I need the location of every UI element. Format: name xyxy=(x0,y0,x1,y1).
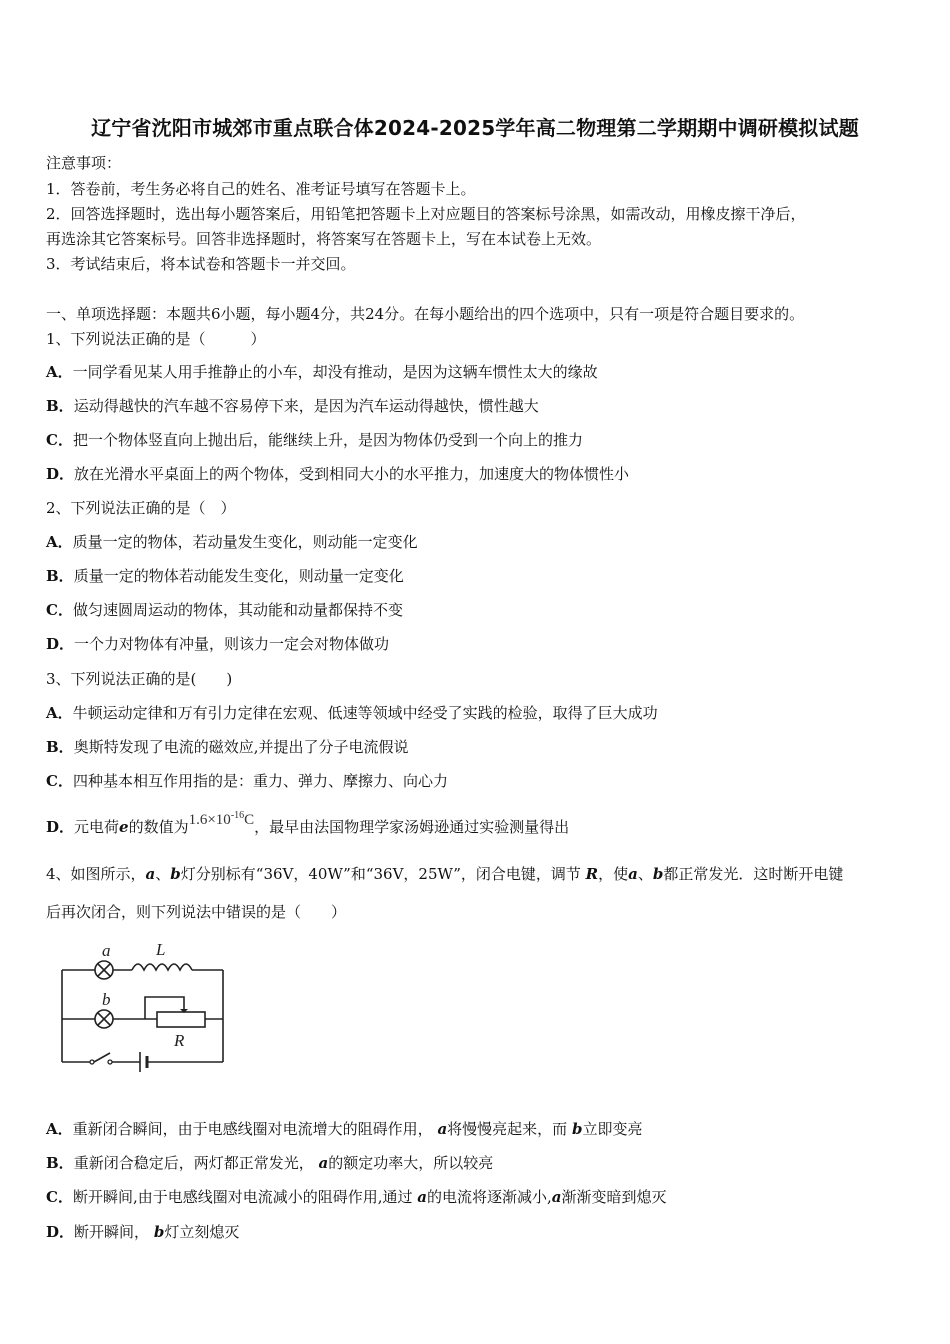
notice-item: 再选涂其它答案标号。回答非选择题时，将答案写在答题卡上，写在本试卷上无效。 xyxy=(46,230,602,248)
option-text: 断开瞬间， xyxy=(74,1223,150,1241)
option-label: A． xyxy=(46,533,73,551)
question-4-stem xyxy=(46,863,843,884)
switch-contact xyxy=(90,1060,94,1064)
q3-option-d xyxy=(46,810,570,837)
q4-option-c xyxy=(46,1186,667,1207)
option-label: C． xyxy=(46,601,73,619)
option-label: D． xyxy=(46,635,75,653)
math-variable: b xyxy=(170,865,181,883)
stem-text: 都正常发光．这时断开电键 xyxy=(663,865,844,883)
q4-option-d xyxy=(46,1221,239,1242)
option-label: A． xyxy=(46,1120,73,1138)
sci-unit: C xyxy=(244,812,255,828)
math-variable: e xyxy=(119,818,129,836)
option-label: B． xyxy=(46,567,74,585)
label-rheostat: R xyxy=(174,1031,185,1050)
option-label: B． xyxy=(46,738,74,756)
q4-option-b xyxy=(46,1152,493,1173)
notice-item: 1．答卷前，考生务必将自己的姓名、准考证号填写在答题卡上。 xyxy=(46,180,476,198)
notice-item: 3．考试结束后，将本试卷和答题卡一并交回。 xyxy=(46,255,356,273)
rheostat-icon xyxy=(157,1012,205,1027)
option-text: 一个力对物体有冲量，则该力一定会对物体做功 xyxy=(74,635,390,653)
q2-option-d xyxy=(46,633,389,654)
math-variable: a xyxy=(417,1188,428,1206)
option-label: B． xyxy=(46,1154,74,1172)
math-variable: a xyxy=(551,1188,562,1206)
label-lamp-a: a xyxy=(102,941,111,960)
q1-option-a xyxy=(46,361,598,382)
option-text: 奥斯特发现了电流的磁效应,并提出了分子电流假说 xyxy=(73,738,409,756)
option-text: 灯立刻熄灭 xyxy=(164,1223,240,1241)
option-text: 一同学看见某人用手推静止的小车，却没有推动，是因为这辆车惯性太大的缘故 xyxy=(72,363,598,381)
question-1-stem: 1、下列说法正确的是（ ） xyxy=(46,330,266,348)
q1-option-b xyxy=(46,395,539,416)
notice-heading: 注意事项： xyxy=(46,154,122,172)
math-variable: b xyxy=(571,1120,583,1138)
inductor-coil-icon xyxy=(132,964,192,970)
question-3-stem: 3、下列说法正确的是( ) xyxy=(46,670,233,688)
q1-option-c xyxy=(46,429,583,450)
option-label: A． xyxy=(46,363,73,381)
option-text: 重新闭合瞬间，由于电感线圈对电流增大的阻碍作用， xyxy=(72,1120,433,1138)
option-label: D． xyxy=(46,818,75,836)
option-label: C． xyxy=(46,431,73,449)
option-text: 放在光滑水平桌面上的两个物体，受到相同大小的水平推力，加速度大的物体惯性小 xyxy=(74,465,630,483)
option-text: 立即变亮 xyxy=(582,1120,643,1138)
option-text: 的电流将逐渐减小, xyxy=(427,1188,552,1206)
math-variable: a xyxy=(437,1120,448,1138)
label-lamp-b: b xyxy=(102,990,111,1009)
question-2-stem: 2、下列说法正确的是（ ） xyxy=(46,499,236,517)
sci-mantissa: 1.6×10 xyxy=(188,812,231,828)
option-label: C． xyxy=(46,1188,73,1206)
option-text: 元电荷 xyxy=(74,818,120,836)
q4-option-a xyxy=(46,1118,642,1139)
option-text: 的数值为 xyxy=(128,818,189,836)
option-label: C． xyxy=(46,772,73,790)
math-variable: a xyxy=(145,865,156,883)
exam-title: 辽宁省沈阳市城郊市重点联合体2024-2025学年高二物理第二学期期中调研模拟试题 xyxy=(91,116,859,140)
option-text: 运动得越快的汽车越不容易停下来，是因为汽车运动得越快，惯性越大 xyxy=(73,397,539,415)
option-label: D． xyxy=(46,465,75,483)
q2-option-a xyxy=(46,531,418,552)
q3-option-c xyxy=(46,770,448,791)
switch-icon xyxy=(94,1053,110,1062)
math-variable: b xyxy=(652,865,664,883)
option-text: 牛顿运动定律和万有引力定律在宏观、低速等领域中经受了实践的检验，取得了巨大成功 xyxy=(72,704,658,722)
question-4-stem-cont: 后再次闭合，则下列说法中错误的是（ ） xyxy=(46,903,347,921)
option-label: A． xyxy=(46,704,73,722)
stem-text: 灯分别标有“36V，40W”和“36V，25W”，闭合电键，调节 xyxy=(180,865,581,883)
option-text: 做匀速圆周运动的物体，其动能和动量都保持不变 xyxy=(72,601,403,619)
charge-value xyxy=(189,812,255,828)
option-text: 把一个物体竖直向上抛出后，能继续上升，是因为物体仍受到一个向上的推力 xyxy=(72,431,583,449)
option-text: 质量一定的物体，若动量发生变化，则动能一定变化 xyxy=(72,533,418,551)
notice-item: 2．回答选择题时，选出每小题答案后，用铅笔把答题卡上对应题目的答案标号涂黑，如需改动，用橡皮擦干净后， xyxy=(46,205,806,223)
rheostat-slider xyxy=(145,997,184,1019)
math-variable: a xyxy=(318,1154,329,1172)
option-text: ，最早由法国物理学家汤姆逊通过实验测量得出 xyxy=(254,818,570,836)
q2-option-b xyxy=(46,565,404,586)
stem-text: 、 xyxy=(637,865,653,883)
option-text: 渐渐变暗到熄灭 xyxy=(561,1188,667,1206)
q2-option-c xyxy=(46,599,403,620)
label-inductor: L xyxy=(156,940,166,959)
q1-option-d xyxy=(46,463,629,484)
option-text: 的额定功率大，所以较亮 xyxy=(328,1154,494,1172)
math-variable: R xyxy=(585,865,599,883)
q3-option-b xyxy=(46,736,408,757)
option-text: 四种基本相互作用指的是：重力、弹力、摩擦力、向心力 xyxy=(72,772,448,790)
switch-contact xyxy=(108,1060,112,1064)
math-variable: b xyxy=(153,1223,165,1241)
section-heading: 一、单项选择题：本题共6小题，每小题4分，共24分。在每小题给出的四个选项中，只有一项是符合题目要求的。 xyxy=(46,305,805,323)
option-text: 重新闭合稳定后，两灯都正常发光， xyxy=(73,1154,314,1172)
stem-text: 、 xyxy=(155,865,171,883)
math-variable: a xyxy=(628,865,638,883)
option-text: 质量一定的物体若动能发生变化，则动量一定变化 xyxy=(73,567,404,585)
option-label: D． xyxy=(46,1223,75,1241)
q3-option-a xyxy=(46,702,658,723)
sci-exponent: -16 xyxy=(230,810,245,821)
stem-text: ，使 xyxy=(598,865,629,883)
option-text: 将慢慢亮起来，而 xyxy=(447,1120,568,1138)
stem-text: 4、如图所示， xyxy=(46,865,146,883)
option-label: B． xyxy=(46,397,74,415)
circuit-diagram xyxy=(50,935,240,1075)
option-text: 断开瞬间,由于电感线圈对电流减小的阻碍作用,通过 xyxy=(72,1188,413,1206)
